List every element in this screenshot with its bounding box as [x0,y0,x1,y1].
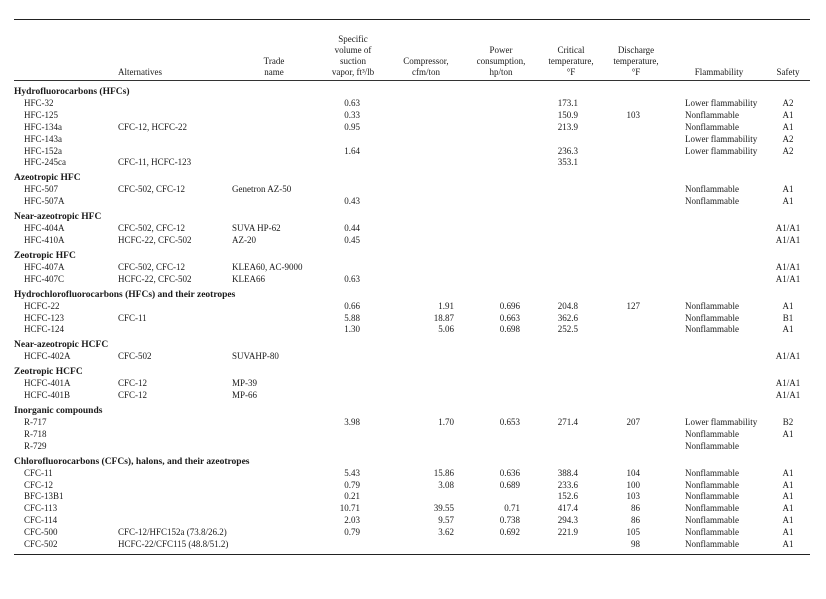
section-heading: Inorganic compounds [14,406,103,417]
specific-volume-cell: 0.95 [344,121,360,132]
safety-cell: A1 [782,196,794,207]
trade-name-cell: KLEA60, AC-9000 [232,261,303,272]
trade-name-cell: SUVAHP-80 [232,351,279,362]
flammability-cell: Nonflammable [685,467,739,478]
alternatives-cell: CFC-12 [118,390,148,401]
section-heading: Azeotropic HFC [14,173,81,184]
alternatives-cell: CFC-502, CFC-12 [118,184,186,195]
header-alternatives: Alternatives [118,67,162,77]
safety-cell: A1 [782,527,794,538]
header-power: Power consumption, hp/ton [476,45,526,77]
compound-name: HFC-410A [24,235,65,246]
table-row [14,378,810,390]
discharge-temp-cell: 105 [626,527,640,538]
table-row [14,262,810,274]
table-row [14,184,810,196]
flammability-cell: Nonflammable [685,184,739,195]
safety-cell: A1/A1 [775,261,801,272]
discharge-temp-cell: 86 [631,515,640,526]
specific-volume-cell: 3.98 [344,417,360,428]
safety-cell: A1 [782,515,794,526]
flammability-cell: Nonflammable [685,527,739,538]
safety-cell: B1 [782,312,794,323]
alternatives-cell: HCFC-22/CFC115 (48.8/51.2) [118,539,229,550]
section-heading: Chlorofluorocarbons (CFCs), halons, and their azeotropes [14,456,250,467]
compressor-cell: 1.70 [438,417,454,428]
compound-name: CFC-500 [24,527,58,538]
table-bottom-rule [14,554,810,555]
discharge-temp-cell: 103 [626,109,640,120]
trade-name-cell: AZ-20 [232,235,256,246]
compressor-cell: 39.55 [433,503,454,514]
table-row [14,390,810,402]
critical-temp-cell: 417.4 [557,503,578,514]
section-heading: Near-azeotropic HCFC [14,340,109,351]
table-row [14,527,810,539]
critical-temp-cell: 294.3 [557,515,578,526]
table-row [14,146,810,158]
specific-volume-cell: 0.21 [344,491,360,502]
compound-name: R-718 [24,428,47,439]
safety-cell: A2 [782,133,794,144]
flammability-cell: Nonflammable [685,503,739,514]
critical-temp-cell: 204.8 [557,300,578,311]
critical-temp-cell: 173.1 [557,98,578,108]
header-flammability: Flammability [694,67,744,77]
critical-temp-cell: 353.1 [557,157,578,168]
table-row [14,122,810,134]
safety-cell: A2 [782,98,794,108]
critical-temp-cell: 152.6 [557,491,578,502]
flammability-cell: Lower flammability [685,98,758,108]
header-trade-name: Trade name [263,56,285,77]
section-heading: Zeotropic HFC [14,250,76,261]
discharge-temp-cell: 207 [626,417,640,428]
compound-name: CFC-11 [24,467,53,478]
specific-volume-cell: 2.03 [344,515,360,526]
flammability-cell: Nonflammable [685,324,739,335]
flammability-cell: Nonflammable [685,479,739,490]
compound-name: HFC-404A [24,223,65,234]
specific-volume-cell: 0.79 [344,479,360,490]
table-row [14,196,810,208]
safety-cell: A1 [782,491,794,502]
alternatives-cell: CFC-12, HCFC-22 [118,121,188,132]
header-critical-temp: Critical temperature, °F [548,45,594,77]
safety-cell: A1 [782,467,794,478]
power-cell: 0.698 [499,324,520,335]
safety-cell: A1 [782,503,794,514]
flammability-cell: Nonflammable [685,428,739,439]
header-compressor: Compressor, cfm/ton [403,56,449,77]
compound-name: HCFC-401A [24,378,71,389]
flammability-cell: Nonflammable [685,312,739,323]
table-row [14,503,810,515]
alternatives-cell: CFC-11 [118,312,147,323]
safety-cell: B2 [782,417,794,428]
critical-temp-cell: 362.6 [557,312,578,323]
compressor-cell: 1.91 [438,300,454,311]
table-body [14,81,810,554]
flammability-cell: Nonflammable [685,440,739,451]
table-row [14,98,810,110]
specific-volume-cell: 0.33 [344,109,360,120]
compound-name: R-717 [24,417,47,428]
power-cell: 0.663 [499,312,520,323]
table-row [14,157,810,169]
header-specific-volume: Specific volume of suction vapor, ft³/lb [331,34,375,77]
safety-cell: A1/A1 [775,235,801,246]
alternatives-cell: CFC-502, CFC-12 [118,261,186,272]
compressor-cell: 18.87 [433,312,454,323]
table-row [14,110,810,122]
flammability-cell: Lower flammability [685,145,758,156]
table-row [14,313,810,325]
specific-volume-cell: 0.63 [344,98,360,108]
table-row [14,274,810,286]
specific-volume-cell: 0.63 [344,273,360,284]
power-cell: 0.636 [499,467,520,478]
critical-temp-cell: 221.9 [557,527,578,538]
alternatives-cell: CFC-12/HFC152a (73.8/26.2) [118,527,227,538]
discharge-temp-cell: 100 [626,479,640,490]
compound-name: CFC-502 [24,539,58,550]
table-row [14,441,810,453]
alternatives-cell: HCFC-22, CFC-502 [118,235,192,246]
power-cell: 0.689 [499,479,520,490]
safety-cell: A1 [782,479,794,490]
specific-volume-cell: 5.88 [344,312,360,323]
discharge-temp-cell: 98 [631,539,640,550]
specific-volume-cell: 0.66 [344,300,360,311]
table-row [14,539,810,551]
discharge-temp-cell: 127 [626,300,640,311]
compound-name: HFC-143a [24,133,62,144]
alternatives-cell: HCFC-22, CFC-502 [118,273,192,284]
compound-name: CFC-12 [24,479,54,490]
discharge-temp-cell: 86 [631,503,640,514]
flammability-cell: Nonflammable [685,491,739,502]
compound-name: BFC-13B1 [24,491,64,502]
safety-cell: A1 [782,121,794,132]
trade-name-cell: MP-39 [232,378,258,389]
flammability-cell: Nonflammable [685,109,739,120]
specific-volume-cell: 0.79 [344,527,360,538]
safety-cell: A1/A1 [775,223,801,234]
flammability-cell: Lower flammability [685,133,758,144]
critical-temp-cell: 213.9 [557,121,578,132]
flammability-cell: Nonflammable [685,539,739,550]
power-cell: 0.653 [499,417,520,428]
header-safety: Safety [776,67,800,77]
section-heading: Near-azeotropic HFC [14,212,102,223]
compound-name: R-729 [24,440,47,451]
table-row [14,515,810,527]
compound-name: CFC-114 [24,515,58,526]
flammability-cell: Nonflammable [685,196,739,207]
safety-cell: A1/A1 [775,390,801,401]
compound-name: HFC-125 [24,109,59,120]
table-row [14,351,810,363]
specific-volume-cell: 0.45 [344,235,360,246]
compound-name: HFC-32 [24,98,54,108]
power-cell: 0.738 [499,515,520,526]
safety-cell: A1 [782,324,794,335]
safety-cell: A1 [782,300,794,311]
trade-name-cell: SUVA HP-62 [232,223,281,234]
specific-volume-cell: 1.64 [344,145,360,156]
safety-cell: A2 [782,145,794,156]
compound-name: HCFC-401B [24,390,71,401]
discharge-temp-cell: 103 [626,491,640,502]
compressor-cell: 9.57 [438,515,454,526]
alternatives-cell: CFC-11, HCFC-123 [118,157,192,168]
trade-name-cell: MP-66 [232,390,258,401]
header-discharge-temp: Discharge temperature, °F [613,45,659,77]
specific-volume-cell: 1.30 [344,324,360,335]
compressor-cell: 5.06 [438,324,454,335]
critical-temp-cell: 252.5 [557,324,578,335]
trade-name-cell: KLEA66 [232,273,265,284]
power-cell: 0.71 [504,503,520,514]
safety-cell: A1 [782,539,794,550]
refrigerant-table [14,19,810,555]
table-row [14,468,810,480]
table-row [14,480,810,492]
compound-name: HFC-407C [24,273,65,284]
table-row [14,491,810,503]
safety-cell: A1/A1 [775,273,801,284]
table-row [14,429,810,441]
alternatives-cell: CFC-502 [118,351,152,362]
specific-volume-cell: 0.43 [344,196,360,207]
table-row [14,417,810,429]
compound-name: CFC-113 [24,503,58,514]
power-cell: 0.692 [499,527,520,538]
specific-volume-cell: 10.71 [339,503,360,514]
compound-name: HFC-152a [24,145,62,156]
compound-name: HCFC-402A [24,351,71,362]
table-row [14,301,810,313]
safety-cell: A1/A1 [775,351,801,362]
specific-volume-cell: 0.44 [344,223,360,234]
compound-name: HFC-507 [24,184,59,195]
critical-temp-cell: 236.3 [557,145,578,156]
trade-name-cell: Genetron AZ-50 [232,184,292,195]
critical-temp-cell: 271.4 [557,417,578,428]
section-heading: Hydrochlorofluorocarbons (HFCs) and their zeotropes [14,289,236,300]
safety-cell: A1/A1 [775,378,801,389]
critical-temp-cell: 233.6 [557,479,578,490]
table-row [14,223,810,235]
table-row [14,134,810,146]
compound-name: HFC-407A [24,261,65,272]
safety-cell: A1 [782,109,794,120]
compressor-cell: 3.08 [438,479,454,490]
compressor-cell: 15.86 [433,467,454,478]
compound-name: HFC-245ca [24,157,66,168]
critical-temp-cell: 388.4 [557,467,578,478]
compound-name: HFC-507A [24,196,65,207]
safety-cell: A1 [782,428,794,439]
safety-cell: A1 [782,184,794,195]
flammability-cell: Nonflammable [685,300,739,311]
compound-name: HCFC-124 [24,324,65,335]
section-heading: Hydrofluorocarbons (HFCs) [14,87,130,97]
discharge-temp-cell: 104 [626,467,640,478]
compressor-cell: 3.62 [438,527,454,538]
flammability-cell: Nonflammable [685,121,739,132]
alternatives-cell: CFC-12 [118,378,148,389]
power-cell: 0.696 [499,300,520,311]
specific-volume-cell: 5.43 [344,467,360,478]
section-heading: Zeotropic HCFC [14,367,83,378]
table-row [14,324,810,336]
compound-name: HCFC-123 [24,312,65,323]
table-row [14,235,810,247]
critical-temp-cell: 150.9 [557,109,578,120]
flammability-cell: Nonflammable [685,515,739,526]
table-header [14,20,810,80]
alternatives-cell: CFC-502, CFC-12 [118,223,186,234]
flammability-cell: Lower flammability [685,417,758,428]
compound-name: HCFC-22 [24,300,60,311]
compound-name: HFC-134a [24,121,62,132]
